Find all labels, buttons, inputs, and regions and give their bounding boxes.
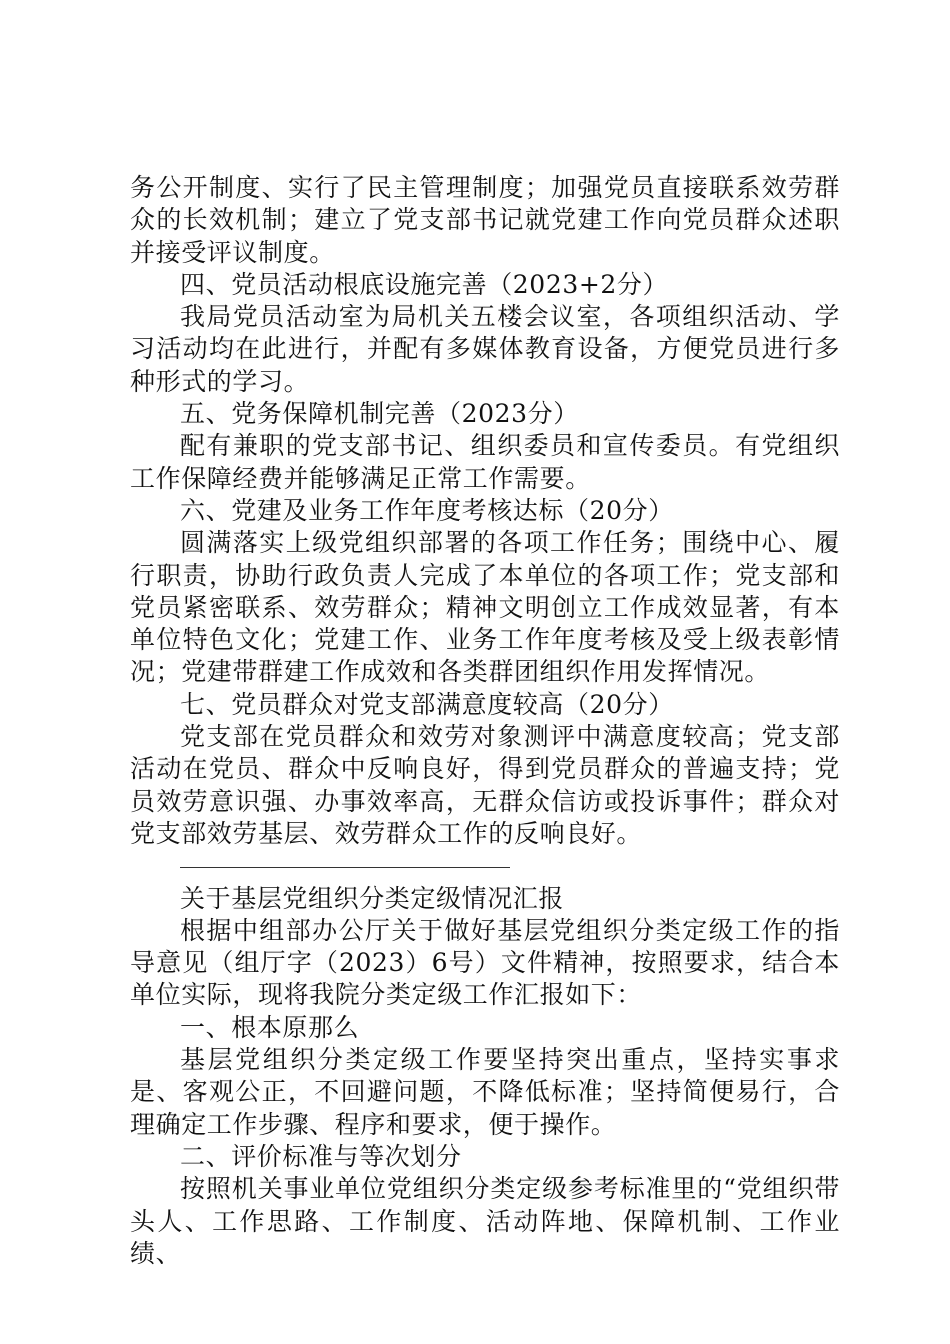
paragraph-body: 党支部在党员群众和效劳对象测评中满意度较高；党支部活动在党员、群众中反响良好，得到党员群众的普遍支持；党员效劳意识强、办事效率高，无群众信访或投诉事件；群众对党支部效劳基层、效劳群众工作的反响良好。 [130, 722, 840, 848]
section-heading-4: 四、党员活动根底设施完善（2023+2分） [180, 269, 669, 299]
section-separator [130, 850, 840, 882]
separator-line [180, 867, 510, 868]
section-heading-6: 六、党建及业务工作年度考核达标（20分） [180, 495, 674, 525]
section-heading-2: 二、评价标准与等次划分 [180, 1141, 462, 1171]
paragraph-body: 按照机关事业单位党组织分类定级参考标准里的“党组织带头人、工作思路、工作制度、活动阵地、保障机制、工作业绩、 [130, 1174, 840, 1268]
paragraph-continuation: 务公开制度、实行了民主管理制度；加强党员直接联系效劳群众的长效机制；建立了党支部书记就党建工作向党员群众述职并接受评议制度。 [130, 173, 840, 267]
paragraph-body: 基层党组织分类定级工作要坚持突出重点，坚持实事求是、客观公正，不回避问题，不降低标准；坚持简便易行，合理确定工作步骤、程序和要求，便于操作。 [130, 1045, 840, 1139]
section-heading-1: 一、根本原那么 [180, 1012, 360, 1042]
report-title: 关于基层党组织分类定级情况汇报 [180, 883, 565, 913]
paragraph-body: 圆满落实上级党组织部署的各项工作任务；围绕中心、履行职责，协助行政负责人完成了本单位的各项工作；党支部和党员紧密联系、效劳群众；精神文明创立工作成效显著，有本单位特色文化；党建工作、业务工作年度考核及受上级表彰情况；党建带群建工作成效和各类群团组织作用发挥情况。 [130, 528, 840, 687]
paragraph-body: 我局党员活动室为局机关五楼会议室，各项组织活动、学习活动均在此进行，并配有多媒体教育设备，方便党员进行多种形式的学习。 [130, 302, 840, 396]
section-heading-7: 七、党员群众对党支部满意度较高（20分） [180, 689, 674, 719]
document-page [130, 172, 840, 1270]
section-heading-5: 五、党务保障机制完善（2023分） [180, 399, 579, 429]
paragraph-body: 根据中组部办公厅关于做好基层党组织分类定级工作的指导意见（组厅字（2023）6号）文件精神，按照要求，结合本单位实际，现将我院分类定级工作汇报如下： [130, 915, 840, 1010]
paragraph-body: 配有兼职的党支部书记、组织委员和宣传委员。有党组织工作保障经费并能够满足正常工作需要。 [130, 431, 840, 493]
